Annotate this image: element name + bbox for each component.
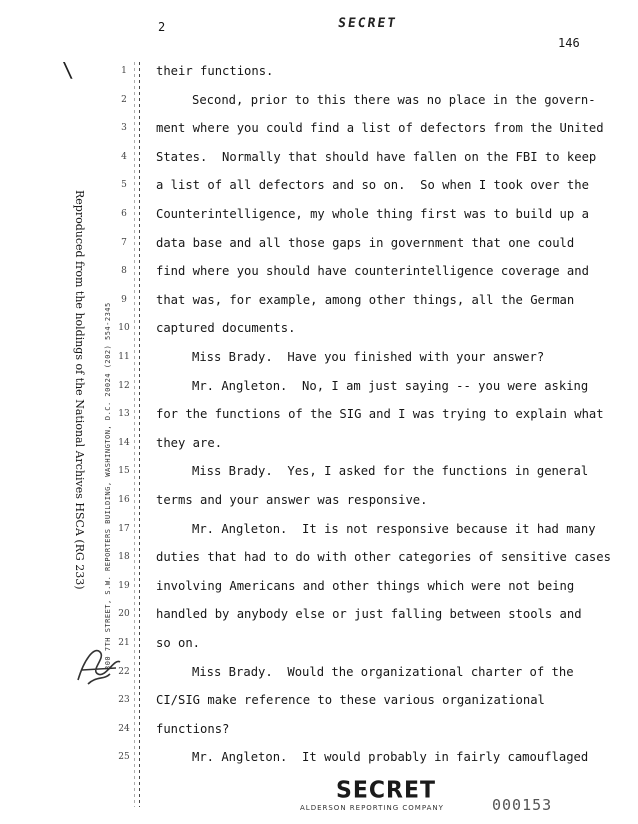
line-text: handled by anybody else or just falling between stools and (156, 607, 582, 622)
line-number: 2 (121, 94, 127, 105)
document-code: 000153 (492, 796, 553, 814)
page-number-left: 2 (158, 20, 166, 34)
line-number: 16 (118, 495, 130, 505)
transcript-line (0, 749, 638, 769)
line-text: Second, prior to this there was no place in the govern- (192, 92, 596, 107)
line-number: 7 (121, 237, 127, 248)
transcript-line (0, 606, 638, 626)
line-text: captured documents. (156, 321, 296, 336)
transcript-line (0, 63, 638, 83)
line-text: terms and your answer was responsive. (156, 493, 428, 507)
transcript-line (0, 92, 638, 112)
line-text: that was, for example, among other things, all the German (156, 292, 575, 307)
transcript-line (0, 406, 638, 426)
line-number: 15 (118, 466, 130, 477)
reporting-company: ALDERSON REPORTING COMPANY (300, 804, 444, 812)
line-text: Mr. Angleton. It is not responsive because it had many (192, 521, 596, 536)
line-number: 6 (121, 209, 127, 219)
transcript-line (0, 349, 638, 369)
line-text: a list of all defectors and so on. So when I took over the (156, 178, 589, 193)
line-text: duties that had to do with other categories of sensitive cases (156, 550, 611, 565)
line-number: 25 (118, 752, 130, 763)
archive-note: Reproduced from the holdings of the National Archives HSCA (RG 233) (73, 190, 86, 590)
reporter-address: 300 7TH STREET, S.W. REPORTERS BUILDING, WASHINGTON, D.C. 20024 (202) 554-2345 (104, 302, 112, 670)
transcript-line (0, 692, 638, 712)
line-text: States. Normally that should have fallen on the FBI to keep (156, 149, 597, 164)
page-number-right: 146 (558, 36, 580, 50)
line-text: find where you should have counterintelligence coverage and (156, 264, 589, 279)
line-number: 12 (118, 380, 130, 391)
transcript-line (0, 263, 638, 283)
line-text: Mr. Angleton. No, I am just saying -- you were asking (192, 378, 589, 393)
line-text: CI/SIG make reference to these various organizational (156, 693, 545, 708)
transcript-line (0, 149, 638, 169)
line-number: 1 (121, 66, 127, 76)
line-text: involving Americans and other things which were not being (156, 578, 575, 593)
transcript-line (0, 206, 638, 226)
line-text: Miss Brady. Have you finished with your answer? (192, 350, 545, 364)
line-text: data base and all those gaps in government that one could (156, 235, 575, 250)
line-number: 10 (118, 323, 130, 334)
line-text: ment where you could find a list of defectors from the United (156, 121, 604, 136)
line-text: for the functions of the SIG and I was trying to explain what (156, 407, 604, 422)
line-number: 21 (118, 638, 130, 648)
line-number: 8 (121, 266, 127, 277)
line-number: 23 (118, 695, 130, 706)
line-text: functions? (156, 721, 230, 736)
line-number: 24 (118, 723, 130, 734)
transcript-line (0, 492, 638, 512)
line-text: their functions. (156, 64, 274, 78)
line-number: 11 (118, 352, 130, 362)
line-number: 18 (118, 552, 130, 563)
line-number: 20 (118, 609, 130, 620)
line-text: Mr. Angleton. It would probably in fairly camouflaged (192, 750, 589, 765)
transcript-line (0, 721, 638, 741)
line-number: 3 (121, 123, 127, 134)
transcript-line (0, 635, 638, 655)
transcript-line (0, 549, 638, 569)
line-number: 19 (118, 580, 130, 591)
line-text: Miss Brady. Would the organizational charter of the (192, 664, 574, 679)
transcript-line (0, 292, 638, 312)
line-number: 22 (118, 666, 130, 677)
corner-mark: \ (62, 58, 75, 82)
transcript-line (0, 378, 638, 398)
line-number: 4 (121, 151, 127, 162)
transcript-line (0, 435, 638, 455)
line-number: 13 (118, 409, 130, 420)
transcript-line (0, 521, 638, 541)
transcript-line (0, 664, 638, 684)
transcript-line (0, 463, 638, 483)
transcript-line (0, 320, 638, 340)
transcript-line (0, 177, 638, 197)
line-text: Miss Brady. Yes, I asked for the functions in general (192, 464, 589, 479)
line-number: 17 (118, 523, 130, 534)
line-text: so on. (156, 636, 201, 650)
line-number: 5 (121, 180, 127, 191)
line-number: 14 (118, 437, 130, 448)
line-number: 9 (121, 294, 127, 305)
line-text: they are. (156, 435, 223, 450)
line-text: Counterintelligence, my whole thing first was to build up a (156, 207, 589, 221)
transcript-line (0, 235, 638, 255)
classification-stamp-bottom: SECRET (336, 777, 436, 804)
classification-stamp-top: SECRET (336, 16, 399, 31)
transcript-line (0, 120, 638, 140)
transcript-line (0, 578, 638, 598)
